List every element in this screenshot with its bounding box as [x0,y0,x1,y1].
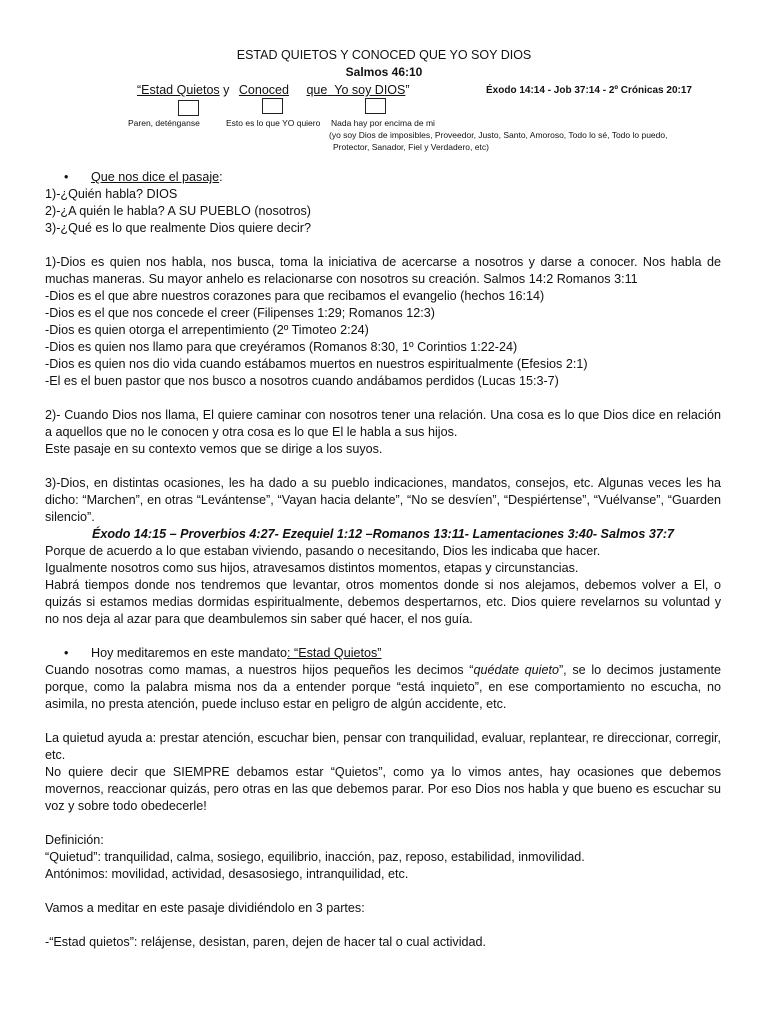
answer-1-line-6: -El es el buen pastor que nos busco a nosotros cuando andábamos perdidos (Lucas 15:3-7) [45,374,559,388]
definition-quietud: “Quietud”: tranquilidad, calma, sosiego, equilibrio, inacción, paz, reposo, estabilidad, inmovilidad. [45,850,585,864]
definition-heading: Definición: [45,833,104,847]
answer-1-line-5: -Dios es quien nos dio vida cuando estábamos muertos en nuestros espiritualmente (Efesios 2:1) [45,357,588,371]
phrase-estad-quietos: “Estad Quietos [137,83,220,97]
cross-references: Éxodo 14:14 - Job 37:14 - 2º Crónicas 20:17 [486,85,692,96]
section-heading-mandato: • Hoy meditaremos en este mandato: “Estad Quietos” [45,645,721,662]
answer-3-references: Éxodo 14:15 – Proverbios 4:27- Ezequiel 1:12 –Romanos 13:11- Lamentaciones 3:40- Salmos 37:7 [91,527,675,541]
answer-2-line-2: Este pasaje en su contexto vemos que se dirige a los suyos. [45,442,383,456]
answer-2: 2)- Cuando Dios nos llama, El quiere caminar con nosotros tener una relación. Una cosa es lo que Dios dice en relación a aquellos que no le conocen y otra cosa es lo que El le habla a sus hijos. [45,408,721,439]
verse-phrase [137,83,410,97]
phrase-close-quote: ” [405,83,410,97]
answer-1-line-1: -Dios es el que abre nuestros corazones para que recibamos el evangelio (hechos 16:14) [45,289,545,303]
document-subtitle: Salmos 46:10 [345,65,423,79]
phrase-que: que [306,83,328,97]
phrase-box-1 [178,100,199,116]
answer-1: 1)-Dios es quien nos habla, nos busca, toma la iniciativa de acercarse a nosotros y darse a conocer. Nos habla de muchas maneras. Su mayor anhelo es relacionarse con nosotros su creación. Salmos 14:2 Romanos 3:11 [45,255,721,286]
phrase-box-2 [262,98,283,114]
phrase-y: y [223,83,230,97]
question-2: 2)-¿A quién le habla? A SU PUEBLO (nosotros) [45,204,312,218]
paragraph-estad-quietos: -“Estad quietos”: relájense, desistan, paren, dejen de hacer tal o cual actividad. [45,935,487,949]
phrase-box-3 [365,98,386,114]
note-paren: Paren, deténganse [128,118,200,128]
section-heading-pasaje: • Que nos dice el pasaje: [45,169,721,186]
answer-1-line-2: -Dios es el que nos concede el creer (Filipenses 1:29; Romanos 12:3) [45,306,435,320]
question-1: 1)-¿Quién habla? DIOS [45,187,178,201]
document-title: ESTAD QUIETOS Y CONOCED QUE YO SOY DIOS [236,48,532,62]
definition-antonimos: Antónimos: movilidad, actividad, desasosiego, intranquilidad, etc. [45,867,409,881]
paragraph-quietud-ayuda: La quietud ayuda a: prestar atención, escuchar bien, pensar con tranquilidad, evaluar, replantear, re direccionar, corregir, etc. [45,731,721,762]
answer-3: 3)-Dios, en distintas ocasiones, les ha dado a su pueblo indicaciones, mandatos, consejos, etc. Algunas veces les ha dicho: “Marchen”, en otras “Levántense”, “Vayan hacia delante”, “No se desvíen”, “Despiértense”, “Vuélvanse”, “Guarden silencio”. [45,476,721,524]
answer-1-line-3: -Dios es quien otorga el arrepentimiento (2º Timoteo 2:24) [45,323,369,337]
paragraph-siempre: No quiere decir que SIEMPRE debamos estar “Quietos”, como ya lo vimos antes, hay ocasiones que debemos movernos, reaccionar quizás, pero otras en las que debemos parar. Por eso Dios nos habla y que bueno es escuchar su voz y sobre todo obedecerle! [45,765,721,813]
document-body [45,169,721,951]
answer-3-line-1: Porque de acuerdo a lo que estaban viviendo, pasando o necesitando, Dios les indicaba que hacer. [45,544,601,558]
note-attributes-2: Protector, Sanador, Fiel y Verdadero, etc) [333,142,489,152]
answer-3-line-3: Habrá tiempos donde nos tendremos que levantar, otros momentos donde si nos alejamos, debemos volver a El, o quizás si estamos medias dormidas espiritualmente, debemos despertarnos, etc. Dios quiere revelarnos su voluntad y no nos deja al azar para que deambulemos sin saber qué hacer, el nos guía. [45,578,721,626]
note-attributes-1: (yo soy Dios de imposibles, Proveedor, Justo, Santo, Amoroso, Todo lo sé, Todo lo puedo, [329,130,668,140]
phrase-conoced: Conoced [238,83,289,97]
paragraph-meditar: Vamos a meditar en este pasaje dividiéndolo en 3 partes: [45,901,365,915]
answer-3-line-2: Igualmente nosotros como sus hijos, atravesamos distintos momentos, etapas y circunstancias. [45,561,579,575]
note-nada-hay: Nada hay por encima de mi [331,118,435,128]
question-3: 3)-¿Qué es lo que realmente Dios quiere decir? [45,221,311,235]
paragraph-mamas: Cuando nosotras como mamas, a nuestros hijos pequeños les decimos “quédate quieto”, se lo decimos justamente porque, como la palabra misma nos da a entender porque “está inquieto”, en ese comportamiento no escucha, no asimila, no presta atención, puede incluso estar en peligro de algún accidente, etc. [45,663,721,711]
phrase-yo-soy-dios: Yo soy DIOS [334,83,406,97]
answer-1-line-4: -Dios es quien nos llamo para que creyéramos (Romanos 8:30, 1º Corintios 1:22-24) [45,340,518,354]
note-esto-quiero: Esto es lo que YO quiero [226,118,321,128]
